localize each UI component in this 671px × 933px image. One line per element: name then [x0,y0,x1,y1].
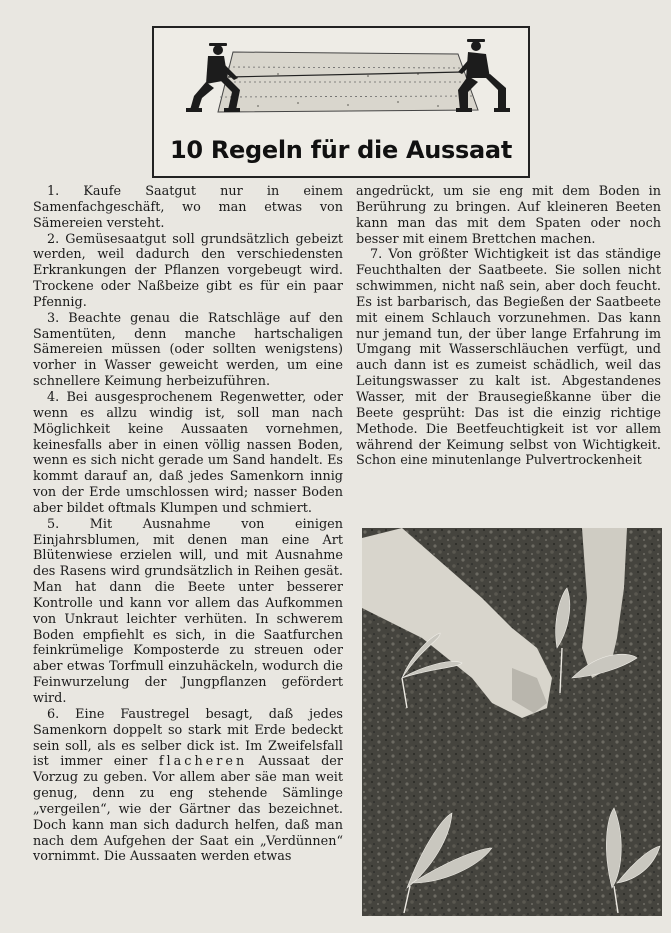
left-text-column [33,184,343,865]
sowing-gardeners-illustration [158,32,524,132]
rule-3: 3. Beachte genau die Ratschläge auf den Samentüten, denn manche hartschaligen Sämereien müssen (oder sollten wenigstens) vorher in Wasser geweicht werden, um eine schnellere Keimung herbeizuführen. [33,310,343,390]
article-title: 10 Regeln für die Aussaat [170,136,512,164]
rule-6 [33,707,343,865]
rule-6-text-b: Aussaat der Vorzug zu geben. Vor allem aber säe man weit genug, denn zu eng stehende Sämlinge „vergeilen“, wie der Gärtner das bezeichnet. Doch kann man sich dadurch helfen, daß man nach dem Aufgehen der Saat ein „Verdünnen“ vornimmt. Die Aussaaten werden etwas [33,754,343,865]
rule-2: 2. Gemüsesaatgut soll grundsätzlich gebeizt werden, weil dadurch den verschiedensten Erkrankungen der Pflanzen vorgebeugt wird. Trockene oder Naßbeize gibt es für ein paar Pfennig. [33,231,343,310]
rule-4: 4. Bei ausgesprochenem Regenwetter, oder wenn es allzu windig ist, soll man nach Möglichkeit keine Aussaaten vornehmen, keinesfalls aber in einen völlig nassen Boden, wenn es sich nicht gerade um Sand handelt. Es kommt darauf an, daß jedes Samenkorn innig von der Erde umschlossen wird; nasser Boden aber bildet oftmals Klumpen und schmiert. [33,389,343,516]
rule-6-continued: angedrückt, um sie eng mit dem Boden in Berührung zu bringen. Auf kleineren Beeten kann man das mit dem Spaten oder noch besser mit einem Brettchen machen. [356,184,661,247]
seedling-photo [362,528,662,916]
header-box [152,26,530,178]
rule-6-emphasis: flacheren [158,754,248,770]
rule-7: 7. Von größter Wichtigkeit ist das ständige Feuchthalten der Saatbeete. Sie sollen nicht schwimmen, nicht naß sein, aber doch feucht. Es ist barbarisch, das Begießen der Saatbeete mit einem Schlauch vorzunehmen. Das kann nur jemand tun, der über lange Erfahrung im Umgang mit Wasserschläuchen verfügt, und auch dann ist es zumeist schädlich, weil das Leitungswasser zu kalt ist. Abgestandenes Wasser, mit der Brausegießkanne über die Beete gesprüht: Das ist die einzig richtige Methode. Die Beetfeuchtigkeit ist vor allem während der Keimung selbst von Wichtigkeit. Schon eine minutenlange Pulvertrockenheit [356,247,661,469]
rule-5: 5. Mit Ausnahme von einigen Einjahrsblumen, mit denen man eine Art Blütenwiese erzielen will, und mit Ausnahme des Rasens wird grundsätzlich in Reihen gesät. Man hat dann die Beete unter besserer Kontrolle und kann vor allem das Aufkommen von Unkraut leichter verhüten. In schwerem Boden empfiehlt es sich, in die Saatfurchen feinkrümelige Komposterde zu streuen oder aber etwas Torfmull einzuhäckeln, wodurch die Feinwurzelung der Jungpflanzen gefördert wird. [33,516,343,706]
rule-1: 1. Kaufe Saatgut nur in einem Samenfachgeschäft, wo man etwas von Sämereien versteht. [33,184,343,231]
right-text-column [356,184,661,469]
rule-6-text-a: 6. Eine Faustregel besagt, daß jedes Samenkorn doppelt so stark mit Erde bedeckt sein soll, als es selber dick ist. Im Zweifelsfall ist immer einer [33,706,343,770]
